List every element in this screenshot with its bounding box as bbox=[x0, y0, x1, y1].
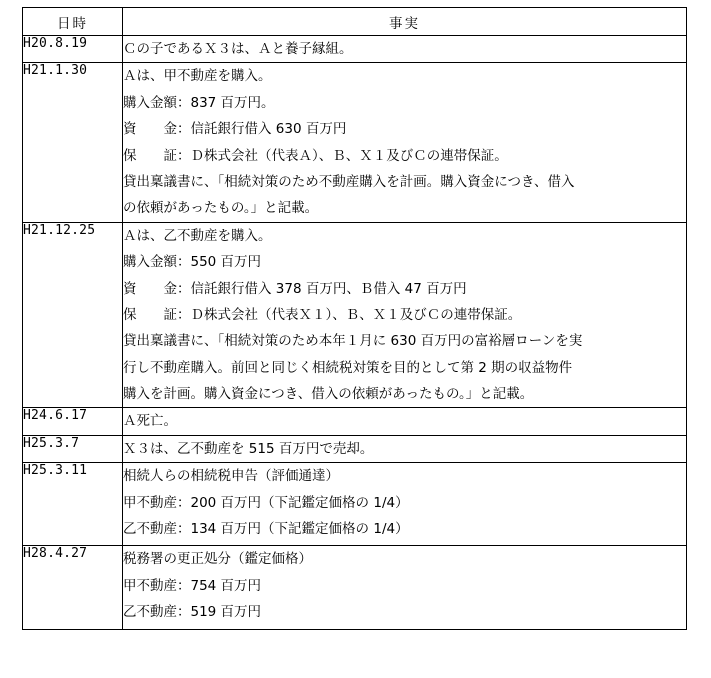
table-row bbox=[23, 463, 687, 546]
fact-line: Ａは、甲不動産を購入。 bbox=[123, 68, 272, 85]
row-facts bbox=[123, 36, 687, 63]
row-date: H21.1.30 bbox=[23, 63, 123, 222]
row-date: H21.12.25 bbox=[23, 222, 123, 408]
row-facts bbox=[123, 546, 687, 629]
fact-line: 購入金額：550 百万円 bbox=[123, 254, 262, 271]
fact-line: 購入金額：837 百万円。 bbox=[123, 94, 275, 111]
table-row bbox=[23, 408, 687, 435]
fact-line: 相続人らの相続税申告（評価通達） bbox=[123, 468, 339, 485]
fact-line: 資 金：信託銀行借入 630 百万円 bbox=[123, 121, 347, 138]
fact-line: 乙不動産：519 百万円 bbox=[123, 604, 262, 621]
fact-line: 購入を計画。購入資金につき、借入の依頼があったもの。」と記載。 bbox=[123, 386, 534, 403]
row-spacer bbox=[123, 626, 686, 629]
fact-line: 保 証：Ｄ株式会社（代表Ｘ１）、Ｂ、Ｘ１及びＣの連帯保証。 bbox=[123, 306, 522, 323]
fact-column-header: 事実 bbox=[123, 8, 687, 36]
row-facts bbox=[123, 63, 687, 222]
row-date: H24.6.17 bbox=[23, 408, 123, 435]
row-date: H28.4.27 bbox=[23, 546, 123, 629]
fact-line: Ｃの子であるＸ３は、Ａと養子縁組。 bbox=[123, 41, 353, 57]
table-row bbox=[23, 63, 687, 222]
fact-line: 税務署の更正処分（鑑定価格） bbox=[123, 551, 312, 568]
fact-line: 行し不動産購入。前回と同じく相続税対策を目的として第 2 期の収益物件 bbox=[123, 359, 573, 376]
table-row bbox=[23, 222, 687, 408]
header-row bbox=[23, 8, 687, 36]
date-column-header: 日時 bbox=[23, 8, 123, 36]
fact-line: Ｘ３は、乙不動産を 515 百万円で売却。 bbox=[123, 440, 374, 457]
fact-line: Ａは、乙不動産を購入。 bbox=[123, 227, 272, 244]
table-row bbox=[23, 546, 687, 629]
table-row bbox=[23, 36, 687, 63]
row-date: H20.8.19 bbox=[23, 36, 123, 63]
table-row bbox=[23, 435, 687, 462]
row-date: H25.3.11 bbox=[23, 463, 123, 546]
fact-line: 甲不動産：200 百万円（下記鑑定価格の 1/4） bbox=[123, 494, 409, 511]
facts-timeline-table bbox=[22, 7, 687, 630]
row-facts bbox=[123, 435, 687, 462]
row-facts bbox=[123, 222, 687, 408]
row-facts bbox=[123, 463, 687, 546]
fact-line: の依頼があったもの。」と記載。 bbox=[123, 200, 319, 217]
fact-line: 貸出稟議書に、「相続対策のため不動産購入を計画。購入資金につき、借入 bbox=[123, 173, 575, 190]
row-facts bbox=[123, 408, 687, 435]
fact-line: 貸出稟議書に、「相続対策のため本年１月に 630 百万円の富裕層ローンを実 bbox=[123, 333, 583, 350]
fact-line: 甲不動産：754 百万円 bbox=[123, 577, 262, 594]
fact-line: 保 証：Ｄ株式会社（代表Ａ）、Ｂ、Ｘ１及びＣの連帯保証。 bbox=[123, 147, 508, 164]
row-date: H25.3.7 bbox=[23, 435, 123, 462]
fact-line: 乙不動産：134 百万円（下記鑑定価格の 1/4） bbox=[123, 521, 409, 538]
fact-line: 資 金：信託銀行借入 378 百万円、Ｂ借入 47 百万円 bbox=[123, 280, 467, 297]
fact-line: Ａ死亡。 bbox=[123, 413, 177, 430]
